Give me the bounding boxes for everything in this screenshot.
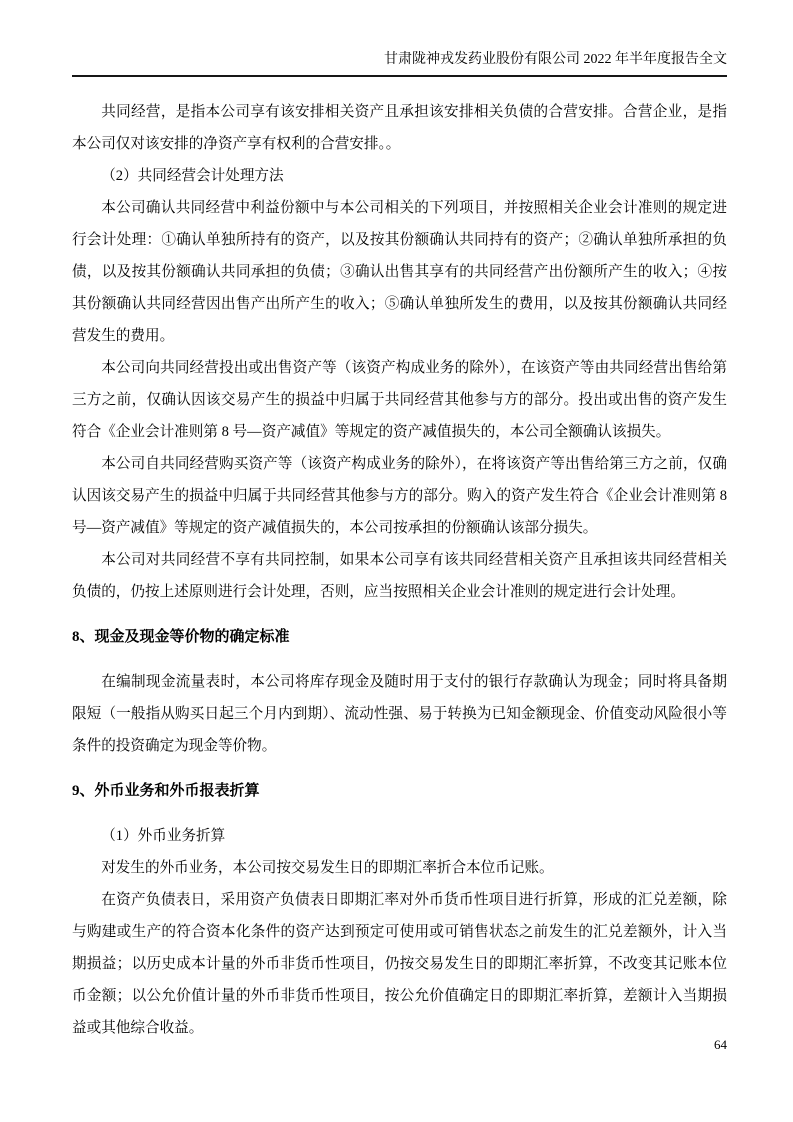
paragraph: 本公司向共同经营投出或出售资产等（该资产构成业务的除外），在该资产等由共同经营出售给第三方之前，仅确认因该交易产生的损益中归属于共同经营其他参与方的部分。投出或出售的资产发生符合《企业会计准则第 8 号—资产减值》等规定的资产减值损失的，本公司全额确认该损失。 xyxy=(72,360,727,440)
document-body xyxy=(72,96,727,1044)
paragraph: 本公司自共同经营购买资产等（该资产构成业务的除外），在将该资产等出售给第三方之前，仅确认因该交易产生的损益中归属于共同经营其他参与方的部分。购入的资产发生符合《企业会计准则第 8 号—资产减值》等规定的资产减值损失的，本公司按承担的份额确认该部分损失。 xyxy=(72,456,727,536)
section-heading: 8、现金及现金等价物的确定标准 xyxy=(72,629,290,645)
sub-heading: （1）外币业务折算 xyxy=(101,828,226,844)
paragraph: 在资产负债表日，采用资产负债表日即期汇率对外币货币性项目进行折算，形成的汇兑差额，除与购建或生产的符合资本化条件的资产达到预定可使用或可销售状态之前发生的汇兑差额外，计入当期损益；以历史成本计量的外币非货币性项目，仍按交易发生日的即期汇率折算，不改变其记账本位币金额；以公允价值计量的外币非货币性项目，按公允价值确定日的即期汇率折算，差额计入当期损益或其他综合收益。 xyxy=(72,892,727,1036)
page-header xyxy=(72,50,727,77)
sub-heading: （2）共同经营会计处理方法 xyxy=(101,168,284,184)
page-number: 64 xyxy=(714,1037,727,1052)
page-footer xyxy=(714,1036,727,1054)
paragraph: 对发生的外币业务，本公司按交易发生日的即期汇率折合本位币记账。 xyxy=(101,860,554,876)
paragraph: 本公司对共同经营不享有共同控制，如果本公司享有该共同经营相关资产且承担该共同经营相关负债的，仍按上述原则进行会计处理，否则，应当按照相关企业会计准则的规定进行会计处理。 xyxy=(72,552,727,600)
running-header-title: 甘肃陇神戎发药业股份有限公司 2022 年半年度报告全文 xyxy=(384,52,727,67)
paragraph: 在编制现金流量表时，本公司将库存现金及随时用于支付的银行存款确认为现金；同时将具备期限短（一般指从购买日起三个月内到期）、流动性强、易于转换为已知金额现金、价值变动风险很小等条件的投资确定为现金等价物。 xyxy=(72,674,727,754)
section-heading: 9、外币业务和外币报表折算 xyxy=(72,783,260,799)
paragraph: 共同经营，是指本公司享有该安排相关资产且承担该安排相关负债的合营安排。合营企业，是指本公司仅对该安排的净资产享有权利的合营安排。。 xyxy=(72,104,727,152)
paragraph: 本公司确认共同经营中利益份额中与本公司相关的下列项目，并按照相关企业会计准则的规定进行会计处理：①确认单独所持有的资产，以及按其份额确认共同持有的资产；②确认单独所承担的负债，以及按其份额确认共同承担的负债；③确认出售其享有的共同经营产出份额所产生的收入；④按其份额确认共同经营因出售产出所产生的收入；⑤确认单独所发生的费用，以及按其份额确认共同经营发生的费用。 xyxy=(72,200,727,344)
